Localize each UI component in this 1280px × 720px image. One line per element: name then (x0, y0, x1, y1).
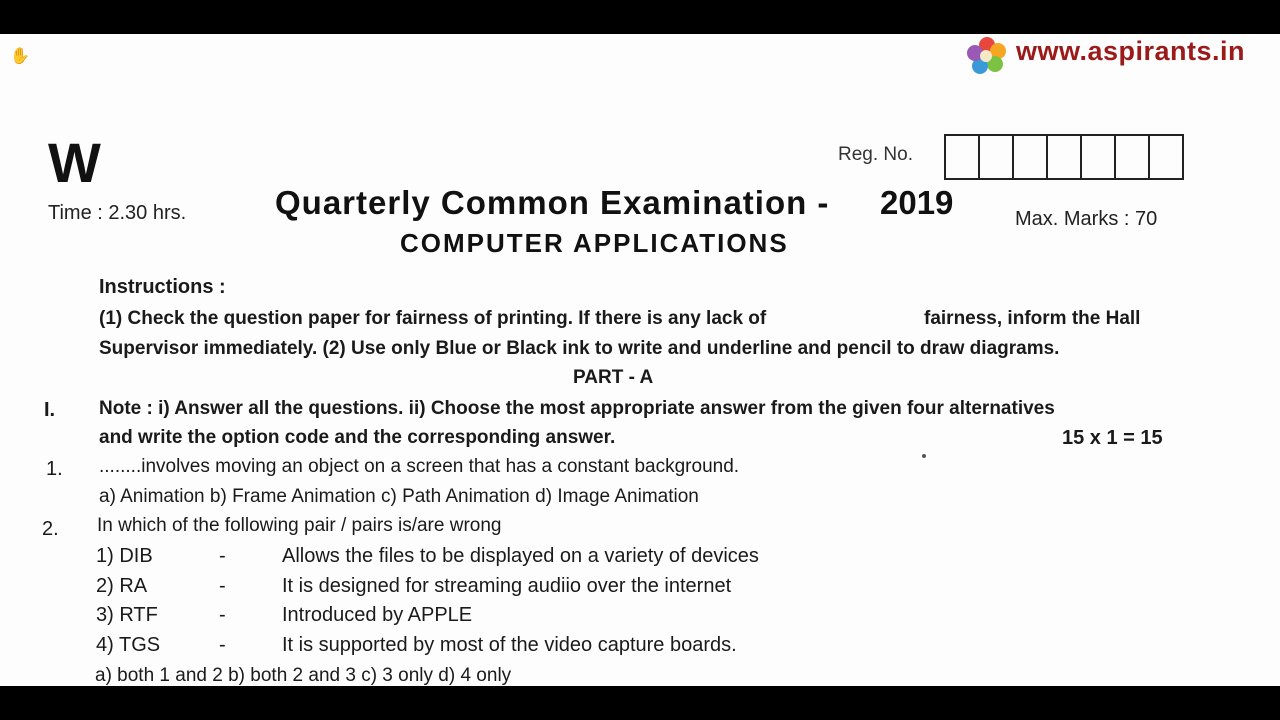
pair-dash: - (219, 634, 226, 656)
pair-code: 1) DIB (96, 545, 153, 567)
question-text: In which of the following pair / pairs is/are wrong (97, 515, 502, 536)
pair-description: It is supported by most of the video capture boards. (282, 634, 737, 656)
reg-no-label: Reg. No. (838, 144, 913, 165)
exam-title: Quarterly Common Examination - (275, 184, 830, 221)
reg-no-box (1116, 136, 1150, 178)
flower-logo-icon (966, 36, 1008, 76)
question-options: a) Animation b) Frame Animation c) Path Animation d) Image Animation (99, 486, 699, 507)
subject-title: COMPUTER APPLICATIONS (400, 228, 789, 258)
reg-no-box (1014, 136, 1048, 178)
question-number: 2. (42, 518, 59, 540)
part-heading: PART - A (573, 367, 654, 388)
hand-cursor-icon: ✋ (10, 48, 30, 65)
section-marks: 15 x 1 = 15 (1062, 427, 1163, 449)
print-speck (922, 454, 926, 458)
exam-duration: Time : 2.30 hrs. (48, 202, 187, 224)
exam-year: 2019 (880, 184, 954, 221)
question-options: a) both 1 and 2 b) both 2 and 3 c) 3 only d) 4 only (95, 665, 512, 686)
instruction-line-1-end: fairness, inform the Hall (924, 308, 1141, 329)
pair-description: Allows the files to be displayed on a variety of devices (282, 545, 759, 567)
reg-no-box (1082, 136, 1116, 178)
max-marks: Max. Marks : 70 (1015, 208, 1158, 230)
pair-description: Introduced by APPLE (282, 604, 473, 626)
pair-dash: - (219, 604, 226, 626)
reg-no-box (1150, 136, 1182, 178)
section-note-line-1: Note : i) Answer all the questions. ii) Choose the most appropriate answer from the given four alternatives (99, 398, 1055, 419)
bottom-letterbox-bar (0, 686, 1280, 720)
question-set-letter: W (48, 131, 101, 194)
exam-paper (0, 34, 1280, 686)
site-watermark: www.aspirants.in (1016, 36, 1246, 66)
instruction-line-2: Supervisor immediately. (2) Use only Blue or Black ink to write and underline and pencil to draw diagrams. (99, 338, 1060, 359)
pair-dash: - (219, 575, 226, 597)
question-text: ........involves moving an object on a screen that has a constant background. (99, 456, 740, 477)
reg-no-box (946, 136, 980, 178)
pair-description: It is designed for streaming audiio over the internet (282, 575, 732, 597)
section-note-line-2: and write the option code and the corresponding answer. (99, 427, 616, 448)
section-number: I. (44, 399, 56, 421)
question-number: 1. (46, 458, 63, 480)
reg-no-boxes (944, 134, 1184, 180)
instruction-line-1: (1) Check the question paper for fairness of printing. If there is any lack of (99, 308, 767, 329)
instructions-heading: Instructions : (99, 276, 226, 298)
top-letterbox-bar (0, 0, 1280, 34)
pair-code: 3) RTF (96, 604, 158, 626)
pair-dash: - (219, 545, 226, 567)
pair-code: 2) RA (96, 575, 148, 597)
reg-no-box (1048, 136, 1082, 178)
pair-code: 4) TGS (96, 634, 161, 656)
reg-no-box (980, 136, 1014, 178)
